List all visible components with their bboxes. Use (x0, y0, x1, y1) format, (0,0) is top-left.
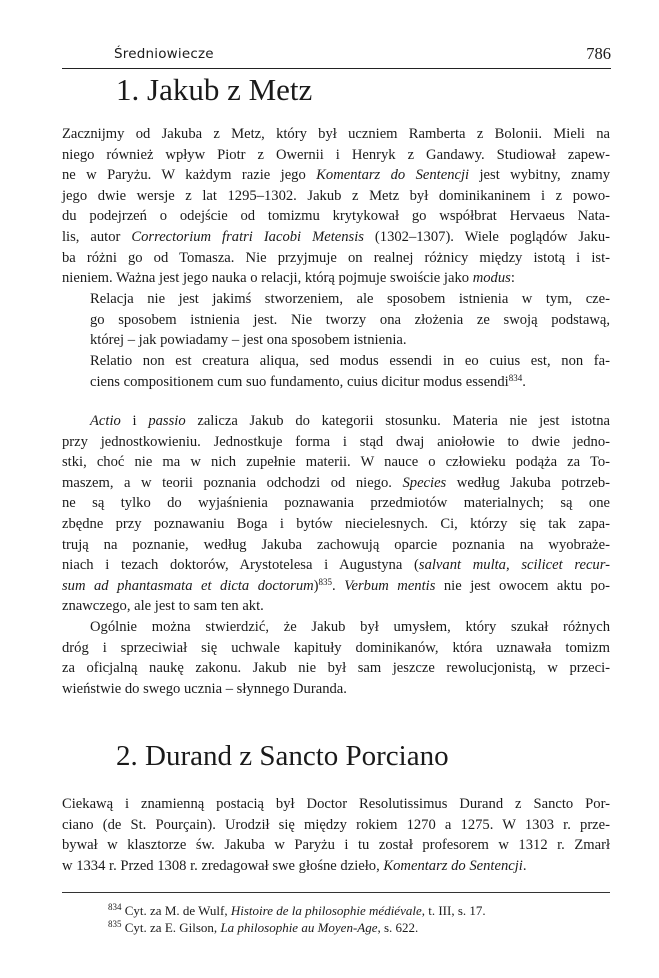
text-line: ciens compositionem cum suo fundamento, cuius dicitur modus essendi$^{834}$. (90, 372, 526, 390)
quote-latin (90, 351, 610, 392)
text-line: Actio i passio zalicza Jakub do kategorii stosunku. Materia nie jest istotna (90, 413, 611, 429)
paragraph-durand (62, 794, 610, 876)
text-line: Ciekawą i znamienną postacią był Doctor Resolutissimus Durand z Sancto Por- (62, 796, 610, 812)
footnote: $^{835}$ Cyt. za E. Gilson, La philosophie au Moyen-Age, s. 622. (108, 919, 419, 935)
footnote-divider (62, 892, 610, 893)
text-line: ne są tylko do wyjaśnienia poznawania przedmiotów materialnych; są one (62, 495, 610, 512)
text-line: Ogólnie można stwierdzić, że Jakub był umysłem, który szukał różnych (90, 618, 610, 635)
text-line: zbędne przy poznawaniu Boga i bytów niecielesnych. Ci, którzy się tak zapa- (62, 515, 610, 532)
section-title: Średniowiecze (114, 46, 214, 62)
text-line: stki, choć nie ma w nich zupełnie materii. W nauce o człowieku podąża za To- (62, 454, 610, 471)
paragraph-intro (62, 124, 610, 289)
paragraph-body (62, 411, 610, 699)
text-line: w 1334 r. Przed 1308 r. zredagował swe głośne dzieło, Komentarz do Sentencji. (62, 857, 527, 874)
text-line: lis, autor Correctorium fratri Iacobi Metensis (1302–1307). Wiele poglądów Jaku- (62, 228, 610, 245)
text-line: du podejrzeń o odejście od tomizmu krytykował go współbrat Hervaeus Nata- (62, 208, 610, 225)
footnote: $^{834}$ Cyt. za M. de Wulf, Histoire de la philosophie médiévale, t. III, s. 17. (108, 902, 486, 918)
quote-polish (90, 289, 610, 351)
text-line: nieniem. Ważna jest jego nauka o relacji, którą pojmuje swoiście jako modus: (62, 270, 515, 287)
footnotes (108, 902, 486, 936)
text-line: trują na poznanie, według Jakuba zachowują oparcie poznania na wyobraże- (62, 536, 610, 553)
text-line: bywał w klasztorze św. Jakuba w Paryżu i tu został profesorem w 1312 r. Zmarł (62, 837, 610, 854)
text-line: wieństwie do swego ucznia – słynnego Duranda. (62, 680, 347, 697)
text-line: przy jednostkowieniu. Jednostkuje forma i stąd dwaj aniołowie to dwie jedno- (62, 433, 610, 450)
text-line: Relacja nie jest jakimś stworzeniem, ale sposobem istnienia w tym, cze- (90, 291, 610, 307)
text-line: której – jak powiadamy – jest ona sposobem istnienia. (90, 332, 407, 349)
page-number: 786 (586, 44, 611, 63)
chapter-heading-2: 2. Durand z Sancto Porciano (116, 740, 449, 772)
text-line: znawczego, ale jest to sam ten akt. (62, 598, 264, 615)
text-line: za oficjalną naukę zakonu. Jakub nie był sam jeszcze rewolucjonistą, w przeci- (62, 660, 610, 677)
text-line: ba różni go od Tomasza. Nie przyjmuje on realnej różnicy między istotą i ist- (62, 249, 610, 266)
text-line: sum ad phantasmata et dicta doctorum)$^{835}$. Verbum mentis nie jest owocem aktu po- (62, 576, 610, 594)
text-line: ciano (de St. Pourçain). Urodził się między rokiem 1270 a 1275. W 1303 r. prze- (62, 816, 610, 833)
text-line: go sposobem istnienia jest. Nie tworzy ona złożenia ze swoją podstawą, (90, 311, 610, 328)
text-line: ne w Paryżu. W każdym razie jego Komentarz do Sentencji jest wybitny, znamy (62, 167, 610, 184)
text-line: jego dwie wersje z lat 1295–1302. Jakub z Metz był dominikaninem i z powo- (62, 187, 610, 204)
text-line: dróg i sprzeciwiał się uchwale kapituły dominikanów, która uznawała tomizm (62, 639, 610, 656)
text-line: Relatio non est creatura aliqua, sed modus essendi in eo cuius est, non fa- (90, 353, 610, 369)
chapter-heading-1: 1. Jakub z Metz (116, 72, 313, 107)
running-header (62, 44, 611, 69)
text-line: Zacznijmy od Jakuba z Metz, który był uczniem Ramberta z Bolonii. Mieli na (62, 126, 610, 142)
text-line: niach i tezach doktorów, Arystotelesa i Augustyna (salvant multa, scilicet recur- (62, 557, 610, 574)
text-line: niego również wpływ Piotr z Owernii i Henryk z Gandawy. Studiował zapew- (62, 146, 610, 163)
text-line: maszem, a w teorii poznania odchodzi od niego. Species według Jakuba potrzeb- (62, 474, 610, 491)
